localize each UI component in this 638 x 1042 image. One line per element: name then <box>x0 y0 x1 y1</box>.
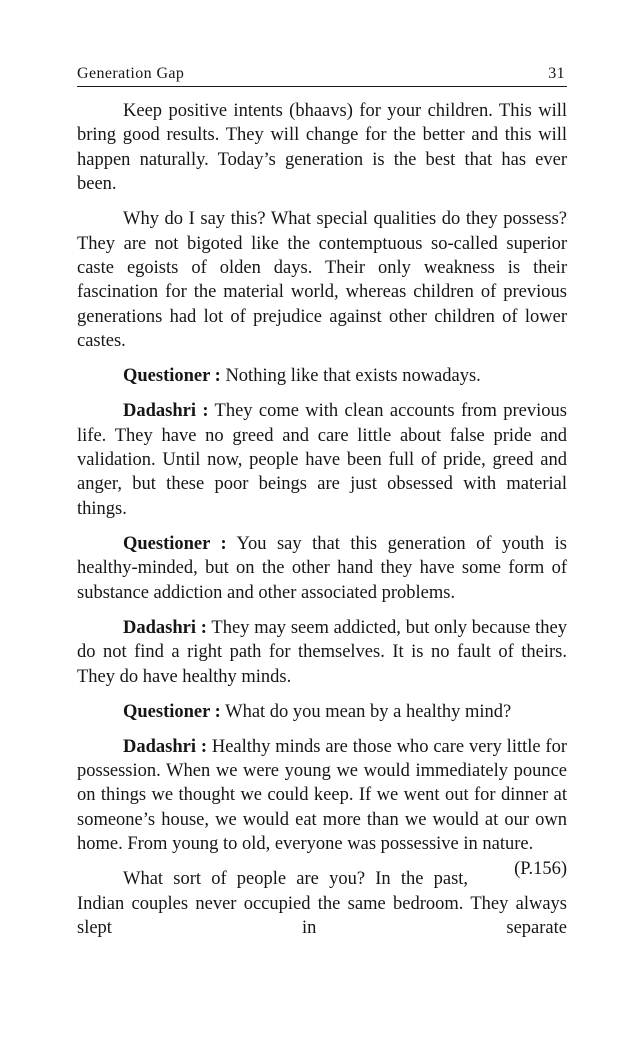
header-title: Generation Gap <box>77 65 185 82</box>
paragraph-text: Healthy minds are those who care very little for possession. When we were young we would immediately pounce on things we thought we could keep. If we went out for dinner at someone’s house, we would eat more than we would at our own home. From young to old, everyone was possessive in nature. <box>77 736 567 855</box>
speaker-label: Questioner : <box>123 533 227 554</box>
dialogue-dadashri <box>77 735 567 879</box>
paragraph-text: Why do I say this? What special qualities do they possess? They are not bigoted like the contemptuous so-called superior caste egoists of olden days. Their only weakness is their fascination for the material world, whereas children of previous generations had lot of prejudice against other children of lower castes. <box>77 209 567 352</box>
page-number: 31 <box>548 65 565 82</box>
dialogue-dadashri <box>77 399 567 521</box>
paragraph-text: They come with clean accounts from previous life. They have no greed and care little about false pride and validation. Until now, people have been full of pride, greed and anger, but these poor beings are just obsessed with material things. <box>77 401 567 519</box>
dialogue-questioner <box>77 364 567 388</box>
page-body <box>77 99 567 951</box>
speaker-label: Questioner : <box>123 701 221 722</box>
paragraph-text: Keep positive intents (bhaavs) for your children. This will bring good results. They will change for the better and this will happen naturally. Today’s generation is the best that has ever been. <box>77 101 567 195</box>
speaker-label: Dadashri : <box>123 736 207 757</box>
running-header <box>77 64 567 87</box>
paragraph-text: They may seem addicted, but only because they do not find a right path for themselves. It is no fault of theirs. They do have healthy minds. <box>77 617 567 687</box>
speaker-label: Questioner : <box>123 366 221 387</box>
speaker-label: Dadashri : <box>123 401 209 422</box>
paragraph-text: What do you mean by a healthy mind? <box>220 701 512 722</box>
paragraph-text: Nothing like that exists nowadays. <box>220 366 481 387</box>
dialogue-questioner <box>77 532 567 605</box>
paragraph-text: What sort of people are you? In the past, Indian couples never occupied the same bedroom. They always slept in separate <box>77 869 567 938</box>
paragraph-text: You say that this generation of youth is healthy-minded, but on the other hand they have some form of substance addiction and other associated problems. <box>77 533 567 603</box>
paragraph-positive-intents <box>77 99 567 197</box>
paragraph-why-say-this <box>77 207 567 353</box>
speaker-label: Dadashri : <box>123 617 207 638</box>
source-reference: (P.156) <box>514 858 567 879</box>
dialogue-dadashri <box>77 616 567 689</box>
dialogue-questioner <box>77 700 567 724</box>
